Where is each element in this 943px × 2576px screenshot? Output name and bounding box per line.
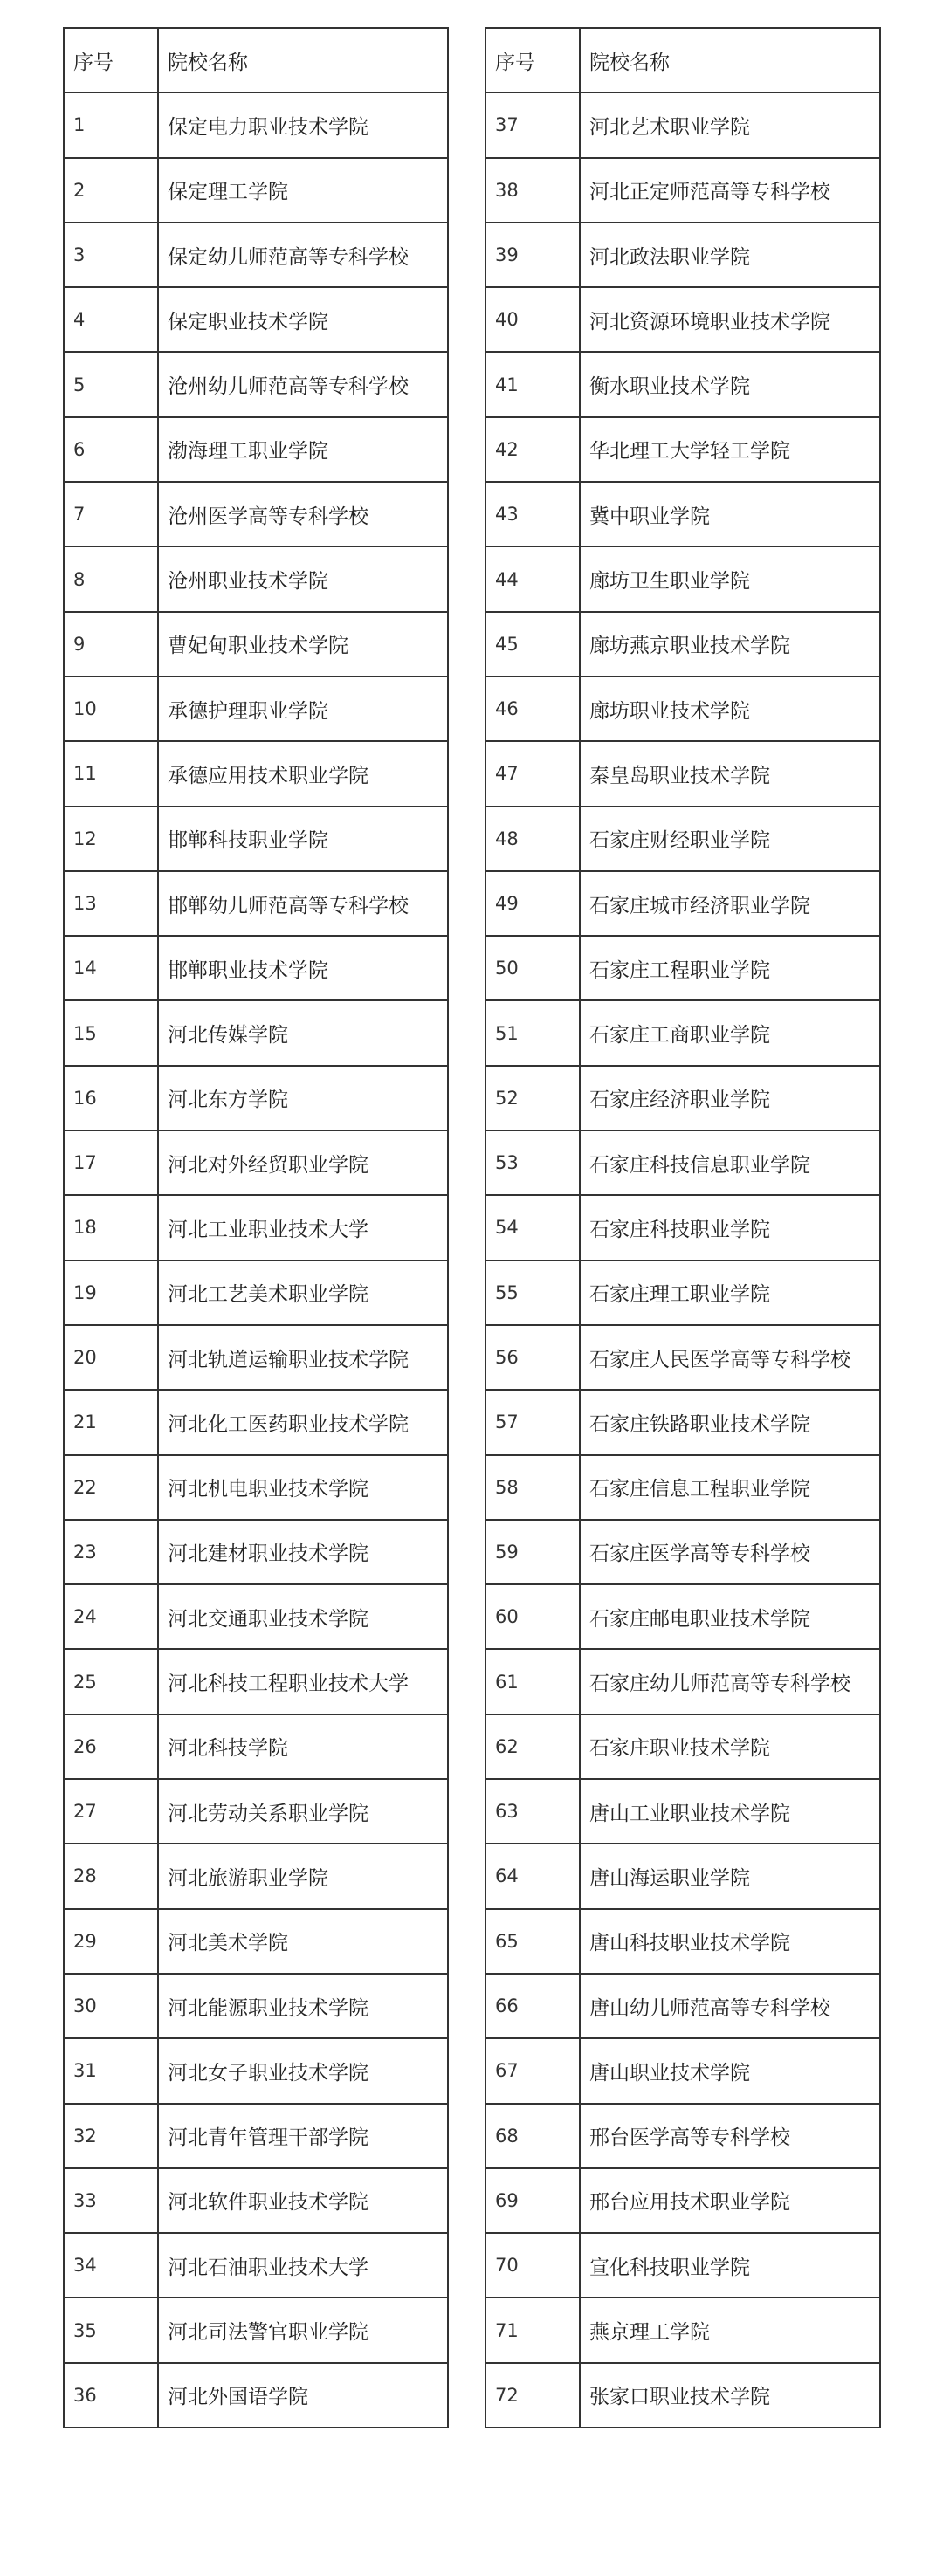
row-index: 41 [485,352,580,416]
table-row [64,871,448,936]
row-index: 11 [64,741,158,806]
college-name: 河北旅游职业学院 [158,1844,448,1908]
row-index: 32 [64,2104,158,2168]
college-name: 石家庄经济职业学院 [580,1066,880,1130]
row-index: 3 [64,223,158,287]
table-row [64,1455,448,1520]
table-row [64,1261,448,1325]
college-name: 宣化科技职业学院 [580,2233,880,2298]
college-name: 石家庄科技职业学院 [580,1195,880,1260]
table-row [64,741,448,806]
college-name: 河北工业职业技术大学 [158,1195,448,1260]
table-header-row [485,28,880,93]
college-name: 河北司法警官职业学院 [158,2298,448,2362]
college-name: 保定理工学院 [158,158,448,223]
college-name: 河北软件职业技术学院 [158,2168,448,2233]
college-name: 保定幼儿师范高等专科学校 [158,223,448,287]
table-row [64,807,448,871]
college-name: 石家庄幼儿师范高等专科学校 [580,1649,880,1714]
college-name: 河北能源职业技术学院 [158,1974,448,2038]
college-name: 石家庄邮电职业技术学院 [580,1584,880,1649]
college-name: 沧州幼儿师范高等专科学校 [158,352,448,416]
row-index: 19 [64,1261,158,1325]
row-index: 9 [64,612,158,677]
row-index: 14 [64,936,158,1000]
table-row [64,2233,448,2298]
table-row [64,1130,448,1195]
row-index: 65 [485,1909,580,1974]
college-name: 河北美术学院 [158,1909,448,1974]
table-row [64,1909,448,1974]
college-name: 石家庄人民医学高等专科学校 [580,1325,880,1390]
table-row [485,1909,880,1974]
row-index: 26 [64,1714,158,1779]
table-row [485,677,880,741]
table-row [485,1066,880,1130]
college-name: 河北传媒学院 [158,1000,448,1065]
row-index: 29 [64,1909,158,1974]
row-index: 52 [485,1066,580,1130]
table-row [64,1974,448,2038]
table-row [64,1000,448,1065]
table-row [64,482,448,546]
row-index: 10 [64,677,158,741]
college-name: 石家庄医学高等专科学校 [580,1520,880,1584]
row-index: 28 [64,1844,158,1908]
row-index: 15 [64,1000,158,1065]
table-row [64,93,448,157]
college-name: 石家庄信息工程职业学院 [580,1455,880,1520]
header-index: 序号 [485,28,580,93]
table-row [64,677,448,741]
row-index: 35 [64,2298,158,2362]
table-row [64,417,448,482]
college-name: 河北工艺美术职业学院 [158,1261,448,1325]
college-table-left [63,27,449,2428]
row-index: 2 [64,158,158,223]
college-name: 河北交通职业技术学院 [158,1584,448,1649]
row-index: 34 [64,2233,158,2298]
college-name: 邯郸职业技术学院 [158,936,448,1000]
table-row [485,741,880,806]
table-row [64,1649,448,1714]
college-name: 河北对外经贸职业学院 [158,1130,448,1195]
college-name: 保定电力职业技术学院 [158,93,448,157]
table-row [485,871,880,936]
college-name: 唐山工业职业技术学院 [580,1779,880,1844]
college-name: 秦皇岛职业技术学院 [580,741,880,806]
row-index: 22 [64,1455,158,1520]
row-index: 37 [485,93,580,157]
row-index: 7 [64,482,158,546]
row-index: 69 [485,2168,580,2233]
row-index: 21 [64,1390,158,1454]
table-row [485,2038,880,2103]
row-index: 5 [64,352,158,416]
table-row [485,1584,880,1649]
college-name: 河北艺术职业学院 [580,93,880,157]
row-index: 62 [485,1714,580,1779]
college-name: 石家庄铁路职业技术学院 [580,1390,880,1454]
college-name: 河北资源环境职业技术学院 [580,287,880,352]
college-name: 唐山海运职业学院 [580,1844,880,1908]
row-index: 57 [485,1390,580,1454]
row-index: 58 [485,1455,580,1520]
row-index: 59 [485,1520,580,1584]
row-index: 70 [485,2233,580,2298]
college-name: 石家庄财经职业学院 [580,807,880,871]
row-index: 25 [64,1649,158,1714]
row-index: 67 [485,2038,580,2103]
college-name: 衡水职业技术学院 [580,352,880,416]
row-index: 56 [485,1325,580,1390]
college-name: 河北化工医药职业技术学院 [158,1390,448,1454]
table-row [485,2363,880,2428]
college-name: 廊坊卫生职业学院 [580,546,880,611]
row-index: 48 [485,807,580,871]
row-index: 13 [64,871,158,936]
college-name: 河北科技学院 [158,1714,448,1779]
table-row [64,1714,448,1779]
table-row [485,1000,880,1065]
row-index: 54 [485,1195,580,1260]
college-name: 石家庄科技信息职业学院 [580,1130,880,1195]
row-index: 33 [64,2168,158,2233]
table-row [485,612,880,677]
college-name: 河北机电职业技术学院 [158,1455,448,1520]
college-name: 河北东方学院 [158,1066,448,1130]
table-row [64,2298,448,2362]
college-name: 唐山幼儿师范高等专科学校 [580,1974,880,2038]
table-row [64,352,448,416]
row-index: 53 [485,1130,580,1195]
row-index: 64 [485,1844,580,1908]
row-index: 47 [485,741,580,806]
table-row [64,2038,448,2103]
table-row [485,1195,880,1260]
row-index: 50 [485,936,580,1000]
college-name: 邢台应用技术职业学院 [580,2168,880,2233]
college-name: 河北建材职业技术学院 [158,1520,448,1584]
row-index: 39 [485,223,580,287]
college-name: 河北科技工程职业技术大学 [158,1649,448,1714]
table-row [485,158,880,223]
college-name: 石家庄城市经济职业学院 [580,871,880,936]
row-index: 71 [485,2298,580,2362]
college-name: 河北轨道运输职业技术学院 [158,1325,448,1390]
header-index: 序号 [64,28,158,93]
table-row [485,1714,880,1779]
table-row [485,1649,880,1714]
table-row [485,2233,880,2298]
row-index: 49 [485,871,580,936]
row-index: 60 [485,1584,580,1649]
table-row [64,546,448,611]
table-row [485,1520,880,1584]
row-index: 72 [485,2363,580,2428]
row-index: 40 [485,287,580,352]
row-index: 43 [485,482,580,546]
table-row [485,352,880,416]
college-name: 承德护理职业学院 [158,677,448,741]
college-table-right [485,27,881,2428]
row-index: 36 [64,2363,158,2428]
table-row [485,936,880,1000]
row-index: 66 [485,1974,580,2038]
row-index: 42 [485,417,580,482]
college-name: 承德应用技术职业学院 [158,741,448,806]
row-index: 8 [64,546,158,611]
header-name: 院校名称 [158,28,448,93]
college-name: 邢台医学高等专科学校 [580,2104,880,2168]
table-row [64,2168,448,2233]
table-row [64,2104,448,2168]
row-index: 1 [64,93,158,157]
table-row [485,223,880,287]
row-index: 63 [485,1779,580,1844]
row-index: 27 [64,1779,158,1844]
row-index: 18 [64,1195,158,1260]
row-index: 55 [485,1261,580,1325]
table-row [64,936,448,1000]
table-row [485,2298,880,2362]
table-row [64,1844,448,1908]
college-name: 邯郸科技职业学院 [158,807,448,871]
row-index: 31 [64,2038,158,2103]
college-name: 河北劳动关系职业学院 [158,1779,448,1844]
table-row [485,2104,880,2168]
row-index: 6 [64,417,158,482]
table-row [485,417,880,482]
table-row [64,1584,448,1649]
table-row [485,2168,880,2233]
table-row [485,1325,880,1390]
row-index: 68 [485,2104,580,2168]
table-row [485,1844,880,1908]
row-index: 20 [64,1325,158,1390]
college-name: 河北政法职业学院 [580,223,880,287]
table-row [64,2363,448,2428]
row-index: 16 [64,1066,158,1130]
row-index: 4 [64,287,158,352]
row-index: 51 [485,1000,580,1065]
table-row [485,1130,880,1195]
college-name: 唐山职业技术学院 [580,2038,880,2103]
table-row [64,1066,448,1130]
row-index: 38 [485,158,580,223]
table-row [485,1390,880,1454]
row-index: 12 [64,807,158,871]
college-name: 廊坊职业技术学院 [580,677,880,741]
college-name: 唐山科技职业技术学院 [580,1909,880,1974]
table-row [64,612,448,677]
college-name: 华北理工大学轻工学院 [580,417,880,482]
college-name: 邯郸幼儿师范高等专科学校 [158,871,448,936]
college-name: 张家口职业技术学院 [580,2363,880,2428]
table-row [485,807,880,871]
row-index: 46 [485,677,580,741]
table-row [64,1520,448,1584]
table-row [64,223,448,287]
college-name: 河北外国语学院 [158,2363,448,2428]
college-name: 河北青年管理干部学院 [158,2104,448,2168]
table-row [64,1390,448,1454]
college-name: 冀中职业学院 [580,482,880,546]
table-row [485,482,880,546]
college-name: 沧州医学高等专科学校 [158,482,448,546]
college-name: 保定职业技术学院 [158,287,448,352]
college-name: 河北女子职业技术学院 [158,2038,448,2103]
college-name: 石家庄职业技术学院 [580,1714,880,1779]
table-row [485,1261,880,1325]
college-name: 河北正定师范高等专科学校 [580,158,880,223]
table-row [64,158,448,223]
table-row [64,1779,448,1844]
table-row [64,287,448,352]
college-name: 廊坊燕京职业技术学院 [580,612,880,677]
college-name: 石家庄工程职业学院 [580,936,880,1000]
college-name: 石家庄工商职业学院 [580,1000,880,1065]
college-name: 石家庄理工职业学院 [580,1261,880,1325]
table-row [485,287,880,352]
table-row [485,1455,880,1520]
table-row [485,1974,880,2038]
college-name: 沧州职业技术学院 [158,546,448,611]
row-index: 30 [64,1974,158,2038]
college-name: 燕京理工学院 [580,2298,880,2362]
header-name: 院校名称 [580,28,880,93]
row-index: 24 [64,1584,158,1649]
row-index: 23 [64,1520,158,1584]
college-name: 渤海理工职业学院 [158,417,448,482]
row-index: 45 [485,612,580,677]
row-index: 61 [485,1649,580,1714]
row-index: 44 [485,546,580,611]
college-name: 曹妃甸职业技术学院 [158,612,448,677]
college-name: 河北石油职业技术大学 [158,2233,448,2298]
table-header-row [64,28,448,93]
table-row [485,1779,880,1844]
table-row [64,1195,448,1260]
row-index: 17 [64,1130,158,1195]
table-row [64,1325,448,1390]
table-row [485,93,880,157]
table-row [485,546,880,611]
